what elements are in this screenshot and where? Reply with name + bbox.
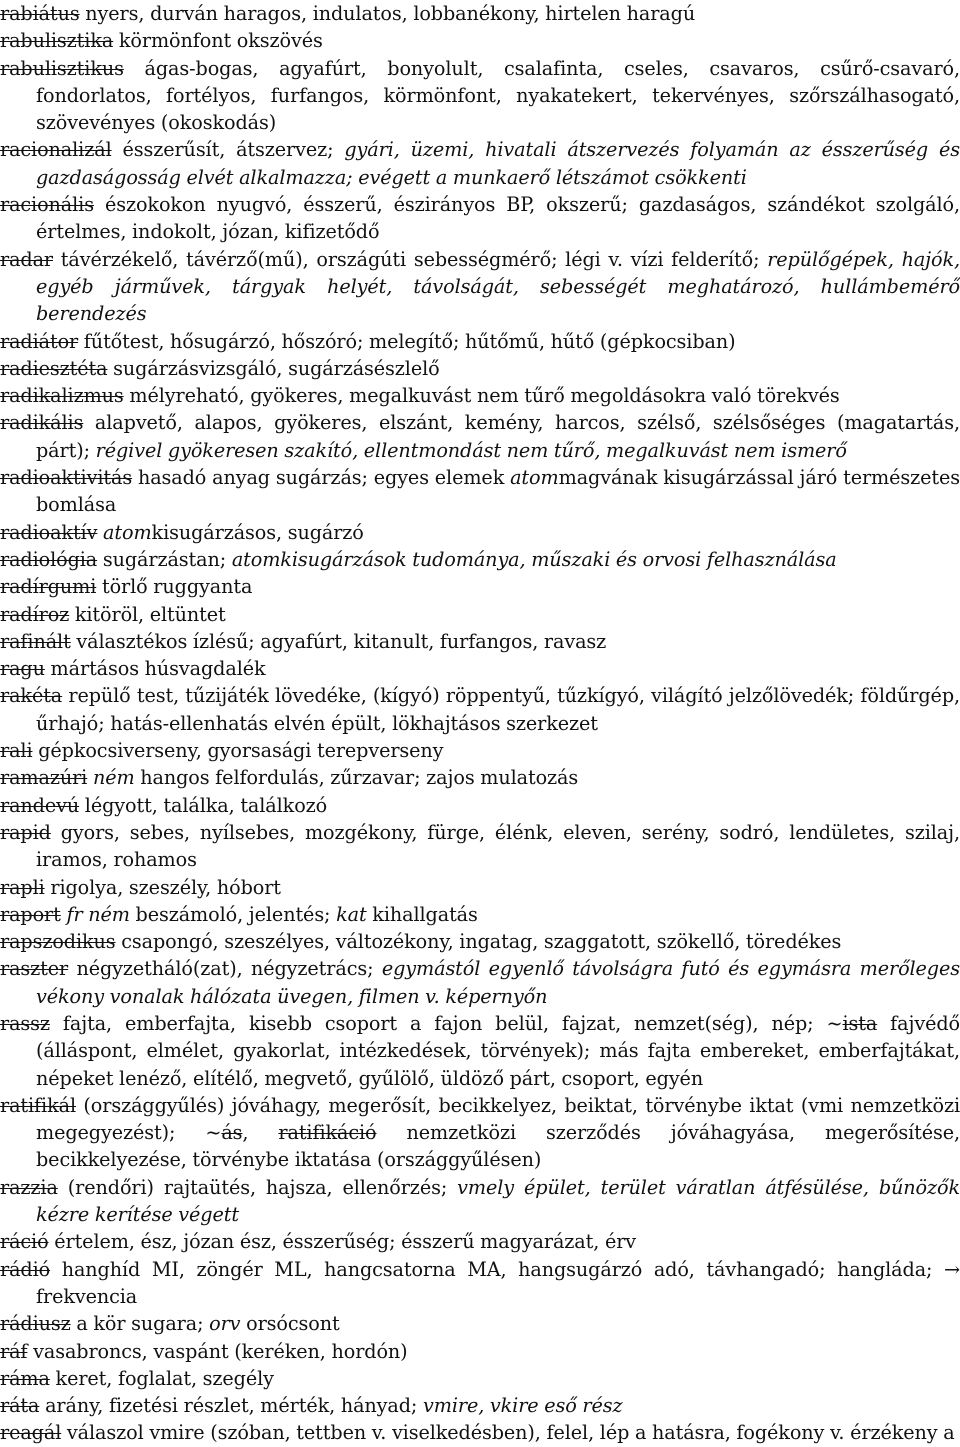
entry-definition-text: sugárzástan; <box>97 547 232 571</box>
dictionary-entry <box>0 1228 960 1255</box>
entry-headword: ista <box>842 1011 878 1035</box>
entry-definition-text: nyers, durván haragos, indulatos, lobbanékony, hirtelen haragú <box>79 2 696 25</box>
entry-definition-text: csapongó, szeszélyes, változékony, ingatag, szaggatott, szökellő, töredékes <box>115 930 842 954</box>
entry-headword: radioaktivitás <box>0 466 133 490</box>
entry-definition-text: hangos felfordulás, zűrzavar; zajos mulatozás <box>134 766 579 790</box>
entry-definition-text: mártásos húsvagdalék <box>44 657 266 681</box>
entry-definition-text: távérzékelő, távérző(mű), országúti sebességmérő; légi v. vízi felderítő; <box>53 247 768 271</box>
dictionary-entry <box>0 519 960 546</box>
dictionary-entry <box>0 573 960 600</box>
entry-headword: ás <box>221 1121 243 1145</box>
entry-headword: rabiátus <box>0 2 80 25</box>
entry-definition-text: orsócsont <box>240 1312 340 1336</box>
dictionary-entry <box>0 764 960 791</box>
entry-headword: rafinált <box>0 629 71 653</box>
entry-definition-text: gépkocsiverseny, gyorsasági terepverseny <box>32 739 444 763</box>
entry-definition-text: , <box>242 1121 279 1145</box>
entry-definition-text: választékos ízlésű; agyafúrt, kitanult, furfangos, ravasz <box>70 629 607 653</box>
dictionary-entry <box>0 136 960 191</box>
entry-definition-text: észokokon nyugvó, ésszerű, észirányos BP, okszerű; gazdaságos, szándékot szolgáló, értelmes, indokolt, józan, kifizetődő <box>36 193 960 244</box>
entry-definition-text: gyors, sebes, nyílsebes, mozgékony, fürge, élénk, eleven, serény, sodró, lendületes, szilaj, iramos, rohamos <box>36 820 960 872</box>
entry-headword: raport <box>0 902 61 926</box>
entry-headword: rádiusz <box>0 1312 71 1336</box>
dictionary-entry <box>0 1092 960 1174</box>
dictionary-entry <box>0 628 960 655</box>
entry-headword: rapszodikus <box>0 930 116 954</box>
entry-headword: ramazúri <box>0 766 88 790</box>
dictionary-entry <box>0 655 960 682</box>
entry-definition-text: fűtőtest, hősugárzó, hőszóró; melegítő; hűtőmű, hűtő (gépkocsiban) <box>78 329 736 353</box>
dictionary-entry <box>0 328 960 355</box>
entry-definition-text: rigolya, szeszély, hóbort <box>44 875 281 899</box>
entry-italic-text: kat <box>336 902 367 926</box>
entry-italic-text: régivel gyökeresen szakító, ellentmondást nem tűrő, megalkuvást nem ismerő <box>95 438 847 462</box>
entry-headword: rabulisztikus <box>0 56 124 80</box>
entry-headword: rakéta <box>0 684 63 708</box>
entry-headword: radiátor <box>0 329 79 353</box>
entry-definition-text: (országgyűlés) jóváhagy, megerősít, becikkelyez, beiktat, törvénybe iktat (vmi nemzetközi megegyezést); ~ <box>36 1093 960 1145</box>
entry-headword: ragu <box>0 657 45 681</box>
entry-headword: reagál <box>0 1421 62 1445</box>
dictionary-entry <box>0 1256 960 1311</box>
dictionary-entry <box>0 464 960 519</box>
entry-italic-text: repülőgépek, hajók, egyéb járművek, tárgyak helyét, távolságát, sebességét meghatározó, hullámbemérő berendezés <box>36 247 960 326</box>
dictionary-entry <box>0 955 960 1010</box>
entry-headword: radikalizmus <box>0 384 124 408</box>
entry-definition-text: hasadó anyag sugárzás; egyes elemek <box>132 466 511 490</box>
entry-definition-text: magvának kisugárzással járó természetes bomlása <box>36 466 960 517</box>
entry-definition-text: kitöröl, eltüntet <box>69 602 226 626</box>
entry-definition-text: négyzetháló(zat), négyzetrács; <box>68 957 382 981</box>
entry-headword: racionalizál <box>0 138 112 162</box>
entry-definition-text: beszámoló, jelentés; <box>129 902 337 926</box>
dictionary-entry <box>0 1338 960 1365</box>
dictionary-entry <box>0 874 960 901</box>
entry-headword: ráta <box>0 1394 40 1418</box>
entry-italic-text: atom <box>510 466 559 490</box>
entry-definition-text: (rendőri) rajtaütés, hajsza, ellenőrzés; <box>57 1175 458 1199</box>
entry-definition-text: arány, fizetési részlet, mérték, hányad; <box>39 1394 423 1418</box>
entry-definition-text: a kör sugara; <box>70 1312 210 1336</box>
entry-definition-text: alapvető, alapos, gyökeres, elszánt, kemény, harcos, szélső, szélsőséges (magatartás, párt); <box>36 411 960 462</box>
dictionary-entry <box>0 928 960 955</box>
entry-italic-text: fr ném <box>66 902 130 926</box>
entry-italic-text: egymástól egyenlő távolságra futó és egymásra merőleges vékony vonalak hálózata üvegen, filmen v. képernyőn <box>36 957 960 1008</box>
entry-headword: rabulisztika <box>0 29 114 53</box>
entry-italic-text: atomkisugárzások tudománya, műszaki és orvosi felhasználása <box>231 547 837 571</box>
entry-headword: rapid <box>0 820 51 844</box>
entry-headword: radar <box>0 247 54 271</box>
dictionary-entry <box>0 191 960 246</box>
entry-headword: radiesztéta <box>0 356 108 380</box>
entry-headword: razzia <box>0 1175 58 1199</box>
entry-definition-text: törlő ruggyanta <box>96 575 253 599</box>
entry-headword: ráció <box>0 1230 49 1254</box>
entry-definition-text: kihallgatás <box>366 902 478 926</box>
entry-italic-text: orv <box>209 1312 241 1336</box>
entry-headword: rádió <box>0 1257 51 1281</box>
dictionary-entry <box>0 1310 960 1337</box>
dictionary-entry <box>0 1010 960 1092</box>
entry-italic-text: gyári, üzemi, hivatali átszervezés folyamán az ésszerűség és gazdaságosság elvét alkalmazza; evégett a munkaerő létszámot csökkenti <box>36 138 960 189</box>
entry-definition-text: légyott, találka, találkozó <box>79 793 328 817</box>
entry-headword: radiológia <box>0 547 98 571</box>
entry-headword: ráma <box>0 1366 50 1390</box>
dictionary-entry <box>0 819 960 874</box>
entry-italic-text: vmire, vkire eső rész <box>423 1394 623 1418</box>
dictionary-entry <box>0 1419 960 1446</box>
dictionary-entry <box>0 792 960 819</box>
dictionary-entry <box>0 55 960 137</box>
entry-definition-text: értelem, ész, józan ész, ésszerűség; ésszerű magyarázat, érv <box>48 1230 637 1254</box>
entry-definition-text: körmönfont okszövés <box>113 29 323 53</box>
dictionary-entry <box>0 382 960 409</box>
entry-definition-text: repülő test, tűzijáték lövedéke, (kígyó) röppentyű, tűzkígyó, világító jelzőlövedék; földűrgép, űrhajó; hatás-ellenhatás elvén épült, lökhajtásos szerkezet <box>36 684 960 735</box>
entry-definition-text: ágas-bogas, agyafúrt, bonyolult, csalafinta, cseles, csavaros, csűrő-csavaró, fondorlatos, fortélyos, furfangos, körmönfont, nyakatekert, tekervényes, szőrszálhasogató, szövevényes (okoskodás) <box>36 56 960 135</box>
entry-italic-text: ném <box>92 766 135 790</box>
dictionary-entry <box>0 355 960 382</box>
dictionary-entry <box>0 737 960 764</box>
entry-definition-text: fajta, emberfajta, kisebb csoport a fajon belül, fajzat, nemzet(ség), nép; ~ <box>49 1011 843 1035</box>
dictionary-entry <box>0 1174 960 1229</box>
dictionary-entry <box>0 901 960 928</box>
entry-definition-text: fajvédő (álláspont, elmélet, gyakorlat, intézkedések, törvények); más fajta embereket, emberfajtákat, népeket lenéző, elítélő, megvető, gyűlölő, üldöző párt, csoport, egyén <box>36 1011 960 1090</box>
entry-headword: radikális <box>0 411 84 435</box>
entry-italic-text: atom <box>103 520 152 544</box>
dictionary-entry <box>0 682 960 737</box>
dictionary-entry <box>0 1365 960 1392</box>
dictionary-entry <box>0 601 960 628</box>
entry-headword: radioaktív <box>0 520 98 544</box>
entry-definition-text: keret, foglalat, szegély <box>49 1366 274 1390</box>
entry-definition-text: válaszol vmire (szóban, tettben v. viselkedésben), felel, lép a hatásra, fogékony v. érzékeny a <box>61 1421 955 1445</box>
entry-definition-text: sugárzásvizsgáló, sugárzásészlelő <box>107 356 440 380</box>
entry-definition-text: ésszerűsít, átszervez; <box>111 138 345 162</box>
dictionary-entry <box>0 409 960 464</box>
entry-headword: rassz <box>0 1011 50 1035</box>
entry-definition-text: vasabroncs, vaspánt (keréken, hordón) <box>27 1339 408 1363</box>
entry-headword: ratifikál <box>0 1093 76 1117</box>
dictionary-entry <box>0 27 960 54</box>
entry-headword: randevú <box>0 793 80 817</box>
entry-headword: rapli <box>0 875 45 899</box>
entry-definition-text: kisugárzásos, sugárzó <box>151 520 364 544</box>
entry-italic-text: vmely épület, terület váratlan átfésülése, bűnözők kézre kerítése végett <box>36 1175 960 1227</box>
entry-headword: rali <box>0 739 33 763</box>
entry-headword: radíroz <box>0 602 70 626</box>
dictionary-entry <box>0 546 960 573</box>
entry-definition-text: nemzetközi szerződés jóváhagyása, megerősítése, becikkelyezése, törvénybe iktatása (országgyűlésen) <box>36 1121 960 1172</box>
entry-definition-text: hanghíd MI, zöngér ML, hangcsatorna MA, hangsugárzó adó, távhangadó; hangláda; → frekvencia <box>36 1257 960 1308</box>
dictionary-entry <box>0 0 960 27</box>
entry-headword: ráf <box>0 1339 28 1363</box>
entry-headword: raszter <box>0 957 69 981</box>
entry-headword: racionális <box>0 193 94 217</box>
entry-headword: ratifikáció <box>278 1121 377 1145</box>
entry-definition-text: mélyreható, gyökeres, megalkuvást nem tűrő megoldásokra való törekvés <box>123 384 840 408</box>
dictionary-entry <box>0 1392 960 1419</box>
entry-headword: radírgumi <box>0 575 97 599</box>
dictionary-entry <box>0 246 960 328</box>
